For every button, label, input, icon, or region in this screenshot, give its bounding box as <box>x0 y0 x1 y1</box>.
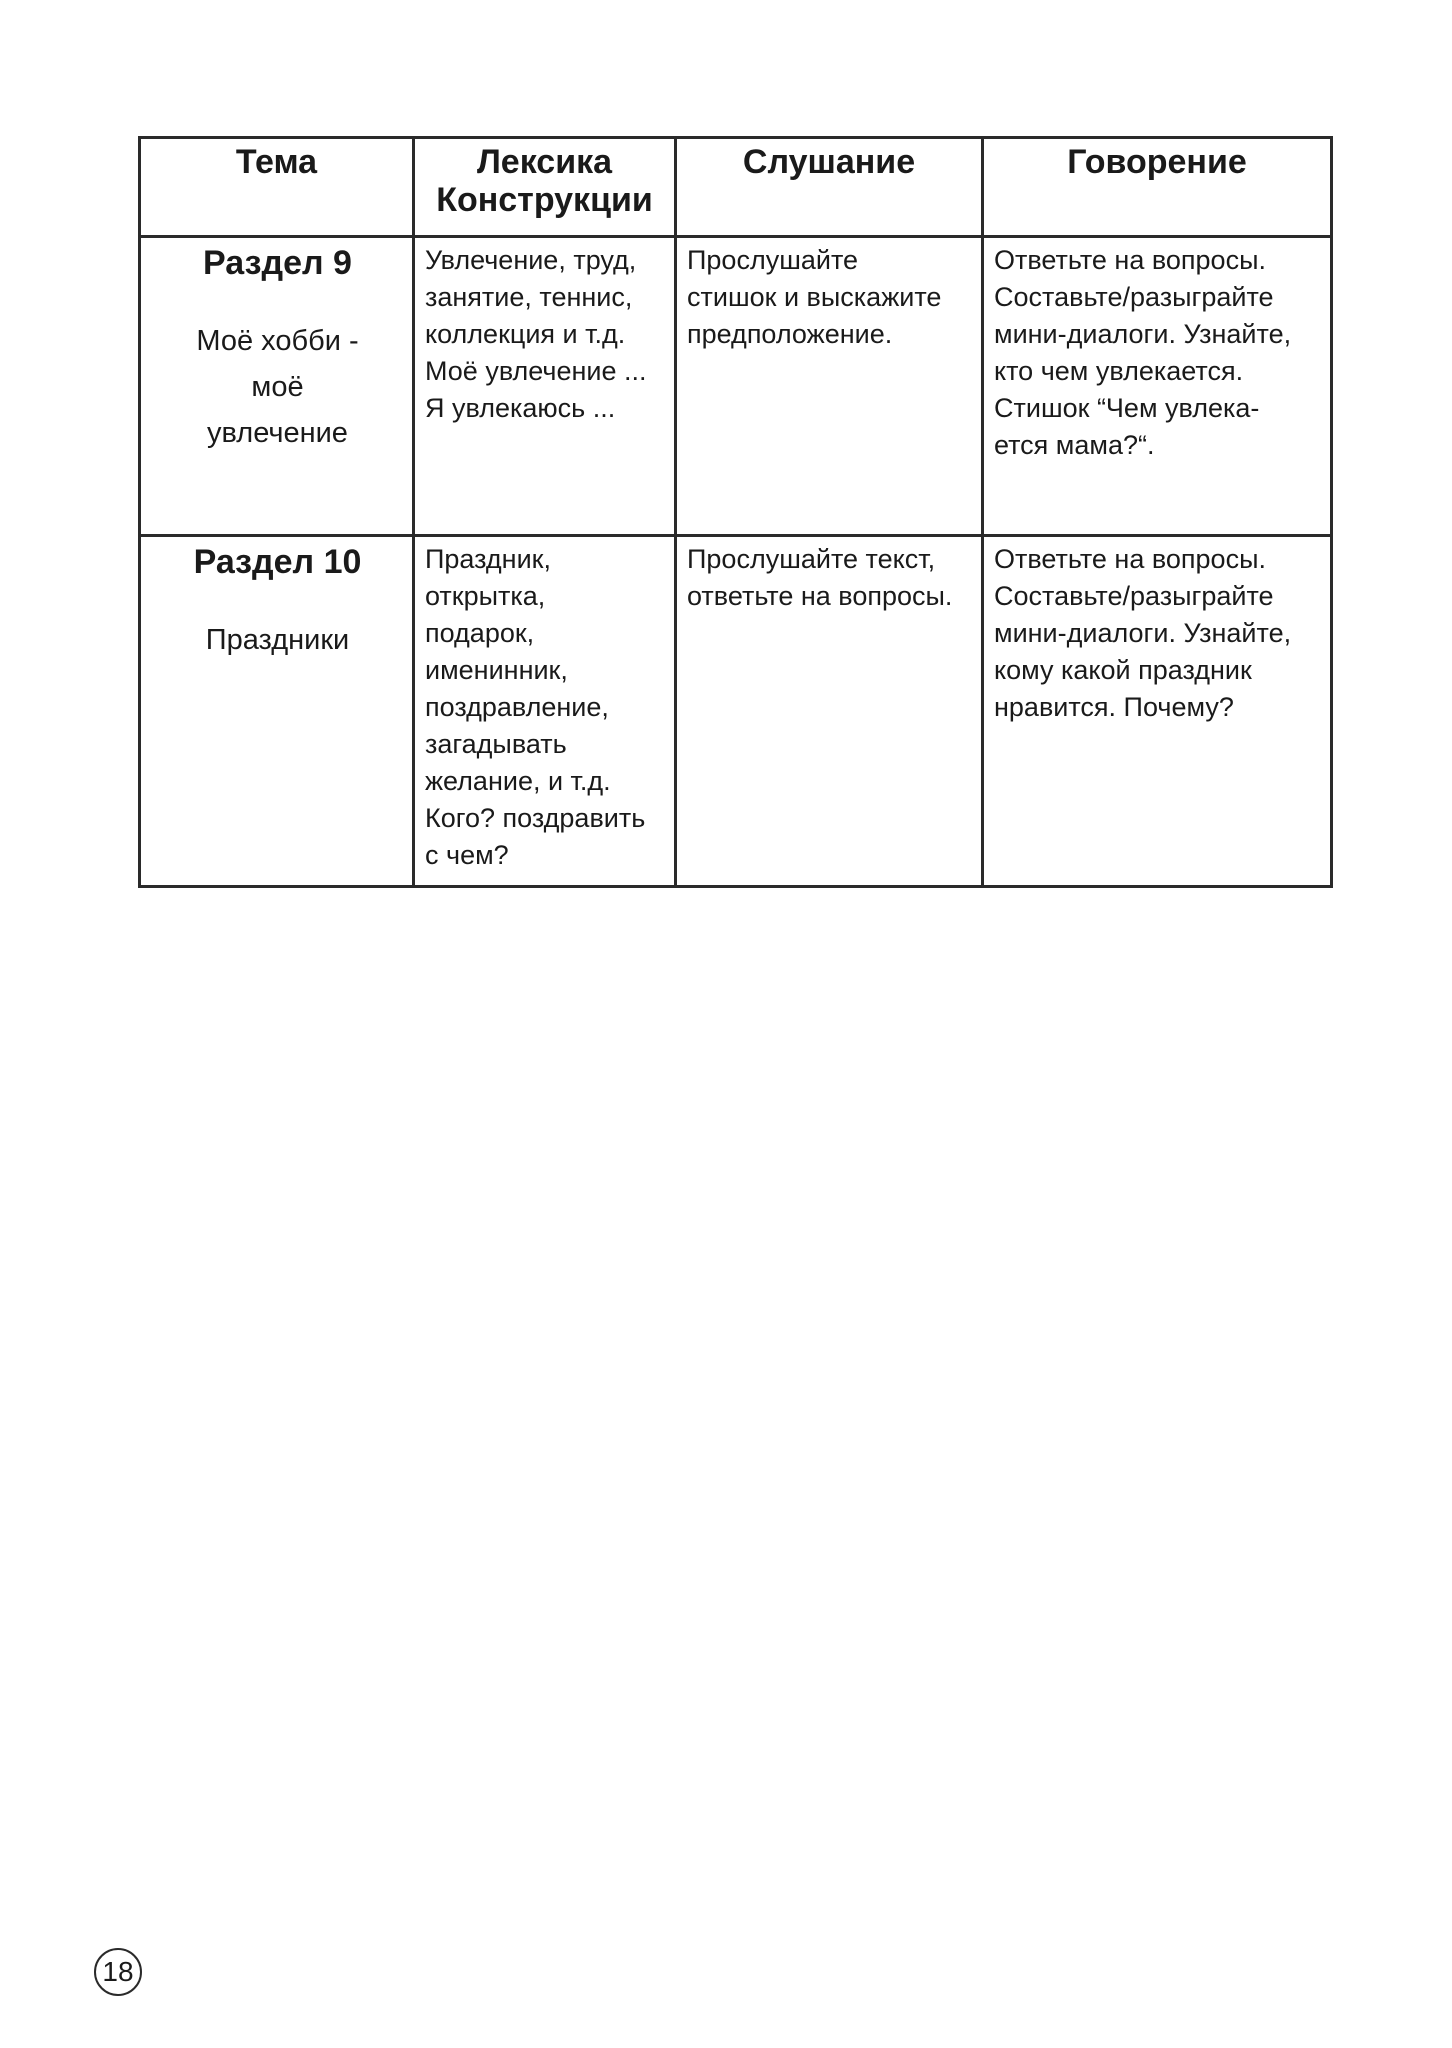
speaking-cell <box>983 237 1332 536</box>
speaking-line: ется мама?“. <box>994 430 1155 460</box>
topic-cell <box>140 536 414 887</box>
unit-title: Раздел 10 <box>193 543 362 581</box>
header-listening: Слушание <box>676 138 983 237</box>
lexis-line: Увлечение, труд, <box>425 245 637 275</box>
lexis-line: с чем? <box>425 840 509 870</box>
topic-name: Моё хобби - моё увлечение <box>196 325 359 449</box>
lexis-line: открытка, <box>425 581 546 611</box>
unit-title: Раздел 9 <box>203 244 352 282</box>
header-lexis-line1: Лексика <box>476 143 613 181</box>
table-row <box>140 536 1332 887</box>
lexis-line: загадывать <box>425 729 567 759</box>
speaking-line: нравится. Почему? <box>994 692 1234 722</box>
speaking-line: Стишок “Чем увлека- <box>994 393 1260 423</box>
speaking-line: Ответьте на вопросы. <box>994 245 1266 275</box>
lexis-line: Моё увлечение ... <box>425 356 647 386</box>
listening-line: ответьте на вопросы. <box>687 581 953 611</box>
table-header-row <box>140 138 1332 237</box>
speaking-line: кому какой праздник <box>994 655 1252 685</box>
header-lexis-line2: Конструкции <box>436 181 653 219</box>
listening-line: стишок и выскажите <box>687 282 942 312</box>
speaking-line: мини-диалоги. Узнайте, <box>994 618 1292 648</box>
lexis-cell <box>414 237 676 536</box>
listening-cell <box>676 237 983 536</box>
lexis-line: поздравление, <box>425 692 609 722</box>
listening-cell <box>676 536 983 887</box>
speaking-line: Составьте/разыграйте <box>994 581 1274 611</box>
lexis-line: занятие, теннис, <box>425 282 633 312</box>
lexis-line: Я увлекаюсь ... <box>425 393 616 423</box>
topic-cell <box>140 237 414 536</box>
speaking-line: мини-диалоги. Узнайте, <box>994 319 1292 349</box>
lexis-cell <box>414 536 676 887</box>
speaking-line: кто чем увлекается. <box>994 356 1244 386</box>
speaking-line: Ответьте на вопросы. <box>994 544 1266 574</box>
topic-name: Праздники <box>205 624 350 656</box>
lexis-line: подарок, <box>425 618 535 648</box>
page-number: 18 <box>94 1948 142 1996</box>
listening-line: Прослушайте текст, <box>687 544 936 574</box>
table-row <box>140 237 1332 536</box>
listening-line: Прослушайте <box>687 245 859 275</box>
header-lexis <box>414 138 676 237</box>
speaking-cell <box>983 536 1332 887</box>
lexis-line: коллекция и т.д. <box>425 319 626 349</box>
lesson-plan-table <box>138 136 1333 888</box>
header-speaking: Говорение <box>983 138 1332 237</box>
lexis-line: желание, и т.д. <box>425 766 611 796</box>
header-topic: Тема <box>140 138 414 237</box>
lexis-line: именинник, <box>425 655 568 685</box>
lexis-line: Праздник, <box>425 544 551 574</box>
speaking-line: Составьте/разыграйте <box>994 282 1274 312</box>
lexis-line: Кого? поздравить <box>425 803 646 833</box>
listening-line: предположение. <box>687 319 893 349</box>
